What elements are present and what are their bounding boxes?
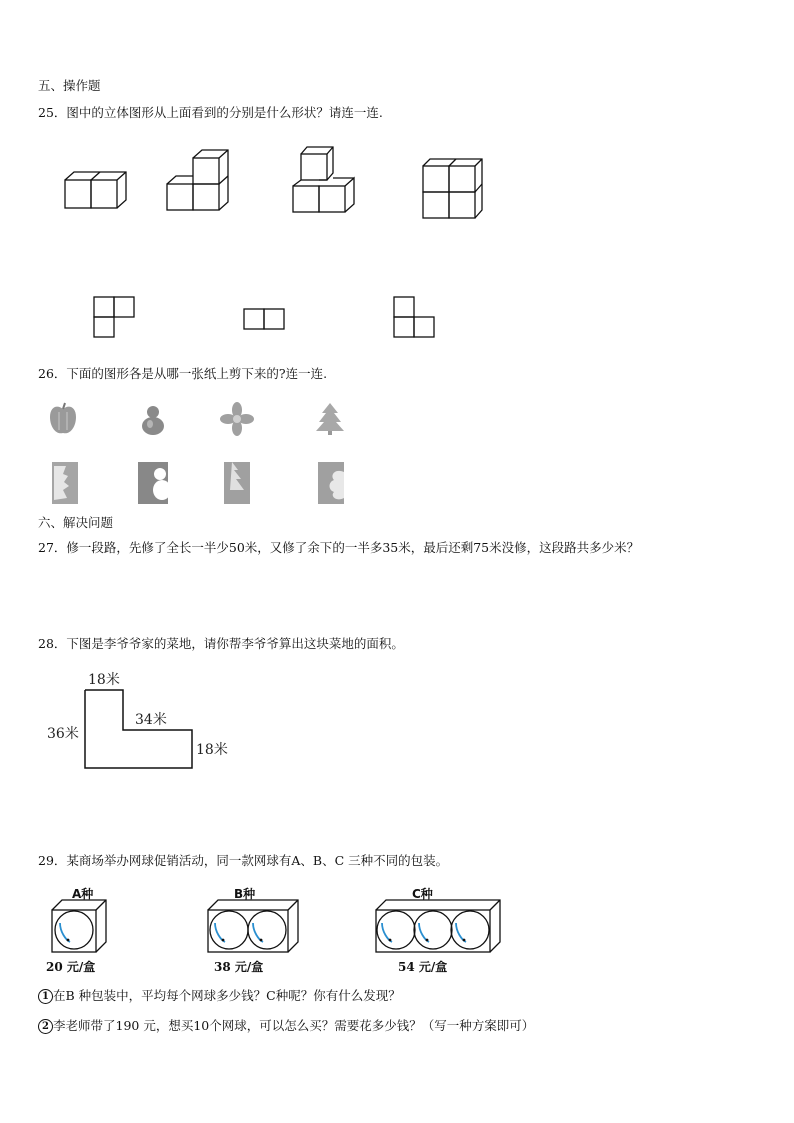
package-a-price: 20 元/盒 [46,960,96,974]
tree-shape-icon [314,402,346,436]
solid-figure-4 [420,158,486,220]
cut-paper-3 [222,460,252,506]
package-c-price: 54 元/盒 [398,960,448,974]
garden-plot-diagram [40,668,240,774]
label-top-18m: 18米 [88,672,120,688]
top-view-2 [243,308,287,332]
package-b-price: 38 元/盒 [214,960,264,974]
circled-number-2: 2 [38,1019,53,1034]
question-29-part-2 [38,1018,534,1034]
top-view-3 [393,296,437,340]
cut-paper-1 [50,460,80,506]
solid-figure-3 [290,144,364,216]
solid-figure-1 [60,160,130,210]
top-view-1 [93,296,137,340]
cut-paper-4 [316,460,346,506]
section-five-title: 五、操作题 [38,78,101,93]
question-29-part-1-text: 在B 种包装中，平均每个网球多少钱？C种呢？你有什么发现？ [53,988,401,1003]
label-middle-34m: 34米 [135,712,167,728]
circled-number-1: 1 [38,989,53,1004]
label-right-18m: 18米 [196,742,228,758]
question-29-text: 29．某商场举办网球促销活动，同一款网球有A、B、C 三种不同的包装。 [38,853,449,868]
cut-paper-2 [136,460,170,506]
question-29-part-2-text: 李老师带了190 元，想买10个网球，可以怎么买？需要花多少钱？（写一种方案即可） [53,1018,535,1033]
solid-figure-2 [164,150,234,214]
apple-shape-icon [48,402,78,436]
flower-shape-icon [220,402,254,436]
section-six-title: 六、解决问题 [38,515,114,530]
question-28-text: 28．下图是李爷爷家的菜地，请你帮李爷爷算出这块菜地的面积。 [38,636,404,651]
label-left-36m: 36米 [47,726,79,742]
package-c-box [372,898,502,956]
package-c-label: C种 [412,887,433,901]
package-b-box [204,898,300,956]
question-25-text: 25．图中的立体图形从上面看到的分别是什么形状？请连一连. [38,105,383,120]
package-b-label: B种 [234,887,256,901]
question-29-part-1 [38,988,401,1004]
gourd-shape-icon [138,402,168,436]
question-27-text: 27．修一段路，先修了全长一半少50米，又修了余下的一半多35米，最后还剩75米没修，这段路共多少米？ [38,540,640,555]
package-a-label: A种 [72,887,94,901]
package-a-box [48,898,108,956]
question-26-text: 26．下面的图形各是从哪一张纸上剪下来的?连一连. [38,366,328,381]
